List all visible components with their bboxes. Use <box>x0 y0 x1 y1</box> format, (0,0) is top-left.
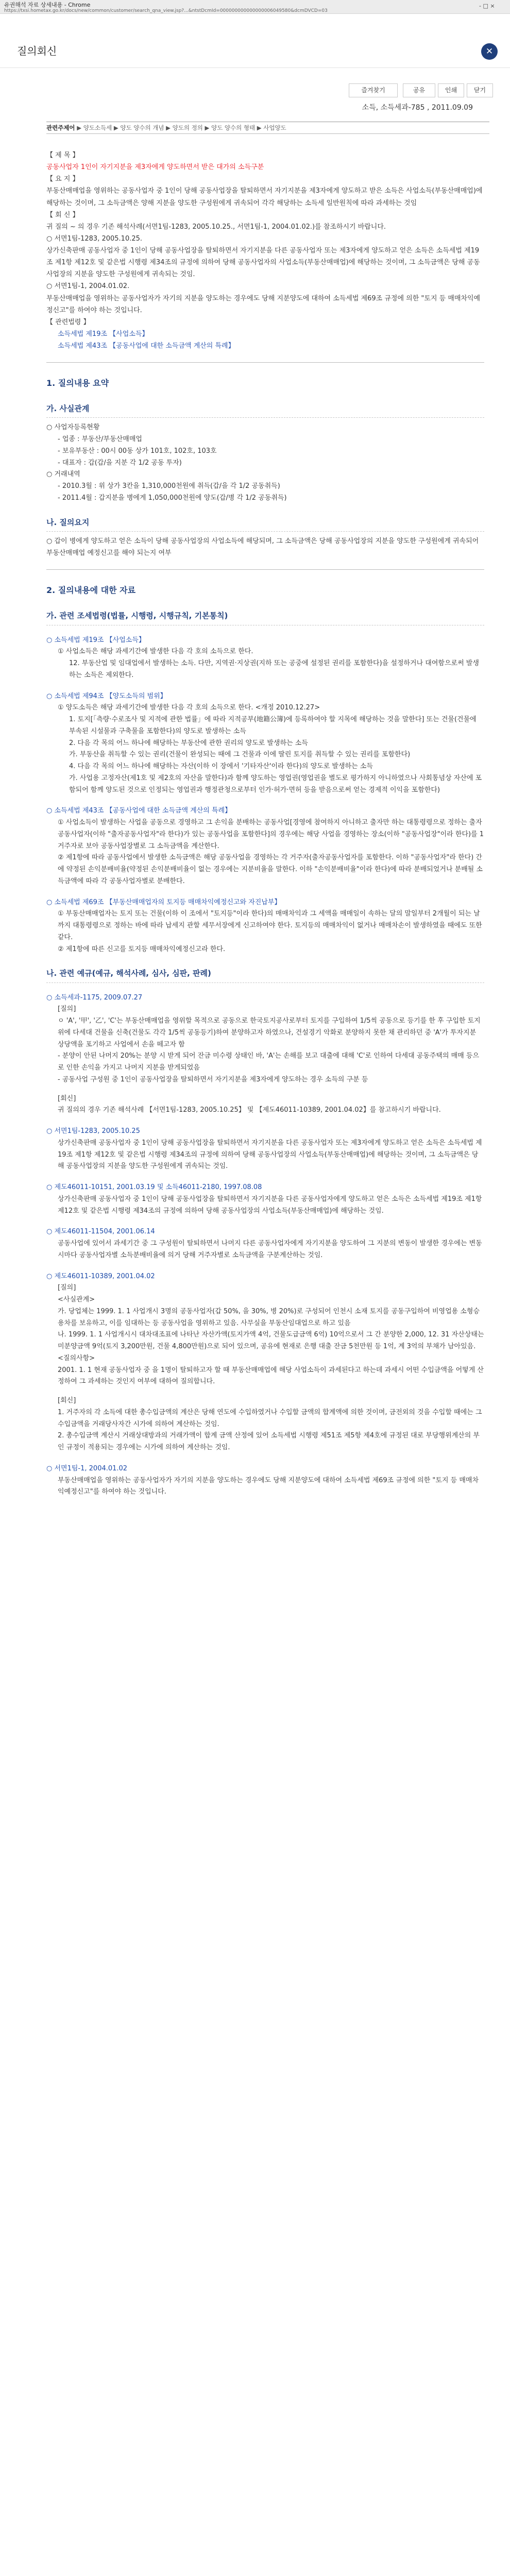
reply-ref2-body: 부동산매매업을 영위하는 공동사업자가 자기의 지분을 양도하는 경우에도 당해 지분양도에 대하여 소득세법 제69조 규정에 의한 "토지 등 매매차익예정신고"를 하여야 하는 것입니다. <box>46 294 481 314</box>
ruling-label: <질의사항> <box>58 1354 95 1362</box>
ruling-para: 가. 당업체는 1999. 1. 1 사업개시 3명의 공동사업자(갑 50%, 을 30%, 병 20%)로 구성되어 인천시 소재 토지를 공동구입하여 비영업용 소형승용차를 보유하고, 이를 임대하는 등 공동사업을 영위하고 있음. 사무실을 부동산임대업으로 하고 있음 <box>58 1307 480 1327</box>
laws-title: 가. 관련 조세법령(법률, 시행령, 시행규칙, 기본통칙) <box>46 609 484 625</box>
ruling-label: [회신] <box>58 1397 76 1405</box>
facts-item: - 보유부동산 : 00시 00동 상가 101호, 102호, 103호 <box>58 447 217 455</box>
subject-text: 공동사업자 1인이 자기지분을 제3자에게 양도하면서 받은 대가의 소득구분 <box>46 163 264 172</box>
ruling-para: 나. 1999. 1. 1 사업개시시 대차대조표에 나타난 자산가액(토지가액 4억, 건물도급금액 6억) 10억으로서 그 간 분양한 2,000, 12. 31 자산상태는 미분양금액 9억(토지 3,200만원, 건물 4,800만원)으로 되어 있으며, 공유에 현재로 은행 대출 잔금 5천만원 등 1억, 계 3억의 부채가 남아있음. <box>58 1331 484 1351</box>
facts-item: - 2010.3월 : 위 상가 3칸을 1,310,000천원에 취득(갑/을 각 1/2 공동취득) <box>58 482 280 490</box>
ruling-link[interactable]: ○ 제도46011-10151, 2001.03.19 및 소득46011-2180, 1997.08.08 <box>46 1183 262 1192</box>
ruling-para: 귀 질의의 경우 기존 해석사례 【서면1팀-1283, 2005.10.25】 및 【제도46011-10389, 2001.04.02】를 참고하시기 바랍니다. <box>58 1106 441 1114</box>
law-para: 2. 다음 각 목의 어느 하나에 해당하는 부동산에 관한 권리의 양도로 발생하는 소득 <box>69 739 308 747</box>
ruling-label: <사실관계> <box>58 1296 95 1304</box>
law-para: ② 제1항에 따라 공동사업에서 발생한 소득금액은 해당 공동사업을 경영하는 각 거주자(출자공동사업자를 포함한다. 이하 "공동사업자"라 한다) 간에 약정된 손익분배비율(약정된 손익분배비율이 없는 경우에는 지분비율을 말한다. 이하 "손익분배비율"이라 한다)에 따라 분배되었거나 분배될 소득금액에 따라 각 공동사업자별로 분배한다. <box>58 854 483 885</box>
ruling-link[interactable]: ○ 서면1팀-1, 2004.01.02 <box>46 1464 128 1472</box>
summary-block <box>46 149 484 352</box>
law-link-19[interactable]: 소득세법 제19조 【사업소득】 <box>58 330 149 338</box>
law-para: ② 제1항에 따른 신고를 토지등 매매차익예정신고라 한다. <box>58 945 226 953</box>
ruling-para: 상가신축판매 공동사업자 중 1인이 당해 공동사업장을 탈퇴하면서 자기지분을 다른 공동사업자에게 양도하고 얻은 소득은 소득세법 제19조 제1항 제12호 및 같은법 시행령 제34조의 규정에 의하여 당해 공동사업장의 사업소득(부동산매매업)에 해당하는 것임. <box>58 1195 482 1215</box>
page-header <box>0 36 510 68</box>
law-link-43[interactable]: ○ 소득세법 제43조 【공동사업에 대한 소득금액 계산의 특례】 <box>46 807 232 815</box>
law-para: 4. 다음 각 목의 어느 하나에 해당하는 자산(이하 이 장에서 '기타자산'이라 한다)의 양도로 발생하는 소득 <box>69 762 373 771</box>
gist-heading: 【 요 지 】 <box>46 175 79 183</box>
reply-text: 귀 질의 ~ 의 경우 기존 해석사례(서면1팀-1283, 2005.10.25., 서면1팀-1, 2004.01.02.)를 참조하시기 바랍니다. <box>46 223 386 231</box>
law-para: ① 부동산매매업자는 토지 또는 건물(이하 이 조에서 "토지등"이라 한다)의 매매차익과 그 세액을 매매일이 속하는 달의 말일부터 2개월이 되는 날까지 대통령령으로 정하는 바에 따라 납세지 관할 세무서장에게 신고하여야 한다. 토지등의 매매차익이 없거나 매매차손이 발생하였을 때에도 또한 같다. <box>58 910 482 941</box>
facts-item: ○ 거래내역 <box>46 470 80 479</box>
law-para: ① 양도소득은 해당 과세기간에 발생한 다음 각 호의 소득으로 한다. <개정 2010.12.27> <box>58 704 320 712</box>
browser-titlebar <box>0 0 510 14</box>
reply-ref1-title: ○ 서면1팀-1283, 2005.10.25. <box>46 234 143 243</box>
browser-title: 유권해석 자료 상세내용 - Chrome <box>4 2 91 8</box>
ruling-para: 부동산매매업을 영위하는 공동사업자가 자기의 지분을 양도하는 경우에도 당해 지분양도에 대하여 소득세법 제69조 규정에 의한 "토지 등 매매차익예정신고"를 하여야 하는 것입니다. <box>58 1476 479 1496</box>
breadcrumb-label: 관련주제어 <box>46 124 75 131</box>
law-link-69[interactable]: ○ 소득세법 제69조 【부동산매매업자의 토지등 매매차익예정신고와 자진납부】 <box>46 898 281 906</box>
law-para: ① 사업소득은 해당 과세기간에 발생한 다음 각 호의 소득으로 한다. <box>58 648 253 656</box>
divider <box>46 569 484 570</box>
divider <box>46 362 484 363</box>
question-title: 나. 질의요지 <box>46 516 484 532</box>
law-link-94[interactable]: ○ 소득세법 제94조 【양도소득의 범위】 <box>46 692 167 700</box>
close-button[interactable]: 닫기 <box>467 83 493 97</box>
facts-title: 가. 사실관계 <box>46 402 484 418</box>
facts-item: - 2011.4월 : 갑지분을 병에게 1,050,000천원에 양도(갑/병 각 1/2 공동취득) <box>58 494 287 502</box>
ruling-para: 1. 거주자의 각 소득에 대한 총수입금액의 계산은 당해 연도에 수입하였거나 수입할 금액의 합계액에 의한 것이며, 금전외의 것을 수입할 때에는 그 수입금액을 거래당사자간 시가에 의하여 계산하는 것임. <box>58 1408 482 1428</box>
print-button[interactable]: 인쇄 <box>438 83 464 97</box>
law-link-19[interactable]: ○ 소득세법 제19조 【사업소득】 <box>46 636 145 644</box>
browser-url[interactable]: https://txsi.hometax.go.kr/docs/new/common/customer/search_qna_view.jsp?...&ntstDcmId=000000000000000006049580&dcmDVCD=03 <box>4 8 328 13</box>
facts-list <box>46 422 484 504</box>
ruling-label: [질의] <box>58 1284 76 1292</box>
law-para: 12. 부동산업 및 임대업에서 발생하는 소득. 다만, 지역권·지상권(지하 또는 공중에 설정된 권리를 포함한다)을 설정하거나 대여함으로써 발생하는 소득은 제외한다. <box>69 659 479 679</box>
reply-heading: 【 회 신 】 <box>46 211 79 219</box>
ruling-para: 공동사업에 있어서 과세기간 중 그 구성원이 탈퇴하면서 나머지 다른 공동사업자에게 자기지분을 양도하여 그 지분의 변동이 발생한 경우에는 변동시마다 공동사업자별 소득분배비율에 의거 당해 거주자별로 소득금액을 구분계산하는 것임. <box>58 1240 482 1259</box>
ruling-para: - 공동사업 구성원 중 1인이 공동사업장을 탈퇴하면서 자기지분을 제3자에게 양도하는 경우 소득의 구분 등 <box>58 1075 368 1083</box>
reply-ref1-body: 상가신축판매 공동사업자 중 1인이 당해 공동사업장을 탈퇴하면서 자기지분을 다른 공동사업자 또는 제3자에게 양도하고 얻은 소득은 소득세법 제19조 제1항 제12호 및 같은법 시행령 제34조의 규정에 의하여 당해 공동사업자의 사업소득(부동산매매업)에 해당하는 것이며, 그 소득금액은 당해 공동사업장의 지분을 양도한 구성원에게 귀속되는 것임. <box>46 247 480 279</box>
gist-text: 부동산매매업을 영위하는 공동사업자 중 1인이 당해 공동사업장을 탈퇴하면서 자기지분을 제3자에게 양도하고 받은 소득은 사업소득(부동산매매업)에 해당하는 것이며, 그 소득금액은 양해 지분을 양도한 구성원에게 귀속되어 각각 해당하는 소득세 일반원칙에 따라 과세하는 것임 <box>46 187 483 207</box>
breadcrumb <box>46 122 489 134</box>
law-para: 가. 사업용 고정자산(제1호 및 제2호의 자산을 말한다)과 함께 양도하는 영업권(영업권을 별도로 평가하지 아니하였으나 사회통념상 자산에 포함되어 함께 양도된 것으로 인정되는 영업권과 행정관청으로부터 인가·허가·면허 등을 받음으로써 얻는 경제적 이익을 포함한다) <box>69 774 482 794</box>
ruling-label: [질의] <box>58 1005 76 1013</box>
favorites-button[interactable]: 즐겨찾기 <box>349 83 398 97</box>
subject-heading: 【 제 목 】 <box>46 151 79 159</box>
share-button[interactable]: 공유 <box>403 83 435 97</box>
ruling-link[interactable]: ○ 제도46011-11504, 2001.06.14 <box>46 1228 155 1236</box>
window-controls[interactable]: - □ × <box>479 3 495 9</box>
document-number: 소득, 소득세과-785 , 2011.09.09 <box>362 104 473 112</box>
facts-item: - 대표자 : 갑(갑/을 지분 각 1/2 공동 투자) <box>58 459 182 467</box>
ruling-para: 상가신축판매 공동사업자 중 1인이 당해 공동사업장을 탈퇴하면서 자기지분을 다른 공동사업자 또는 제3자에게 양도하고 얻은 소득은 소득세법 제19조 제1항 제12호 및 같은법 시행령 제34조의 규정에 의하여 당해 공동사업장의 사업소득(부동산매매업)에 해당하는 것이며, 그 소득금액은 당해 공동사업장의 지분을 양도한 구성원에게 귀속되는 것임. <box>58 1139 482 1171</box>
facts-item: ○ 사업자등록현황 <box>46 423 100 432</box>
page-title: 질의회신 <box>17 45 57 57</box>
question-body: ○ 갑이 병에게 양도하고 얻은 소득이 당해 공동사업장의 사업소득에 해당되며, 그 소득금액은 당해 공동사업장의 지분을 양도한 구성원에게 귀속되어 부동산매매업 예정신고를 해야 되는지 여부 <box>46 537 479 557</box>
ruling-link[interactable]: ○ 소득세과-1175, 2009.07.27 <box>46 993 143 1002</box>
law-para: ① 사업소득이 발생하는 사업을 공동으로 경영하고 그 손익을 분배하는 공동사업[경영에 참여하지 아니하고 출자만 하는 대통령령으로 정하는 출자공동사업자(이하 "출자공동사업자"라 한다)가 있는 공동사업을 포함한다]의 경우에는 해당 사업을 경영하는 장소(이하 "공동사업장"이라 한다)를 1거주자로 보아 공동사업장별로 그 소득금액을 계산한다. <box>58 819 484 850</box>
law-para: 1. 토지[「측량·수로조사 및 지적에 관한 법률」에 따라 지적공부(地籍公簿)에 등록하여야 할 지목에 해당하는 것을 말한다] 또는 건물(건물에 부속된 시설물과 구축물을 포함한다)의 양도로 발생하는 소득 <box>69 716 477 735</box>
ruling-para: - 분양이 안된 나머지 20%는 분양 시 받게 되어 잔금 미수령 상태인 바, 'A'는 손해를 보고 대출에 대해 'C'로 인하여 다세대 공동주택의 매매 등으로 인한 손익을 가지고 나머지 지분을 받게되었음 <box>58 1052 480 1072</box>
ruling-para: 2001. 1. 1 현재 공동사업자 중 을 1명이 탈퇴하고자 할 때 부동산매매업에 해당 사업소득이 과세된다고 하는데 과세시 어떤 수입금액을 어떻게 산정하여 그 과세하는 것인지 여부에 대하여 질의합니다. <box>58 1366 484 1386</box>
laws-heading: 【 관련법령 】 <box>46 318 90 326</box>
rulings-title: 나. 관련 예규(예규, 해석사례, 심사, 심판, 판례) <box>46 967 484 982</box>
law-link-43[interactable]: 소득세법 제43조 【공동사업에 대한 소득금액 계산의 특례】 <box>58 342 235 350</box>
close-icon[interactable]: ✕ <box>481 43 498 60</box>
ruling-link[interactable]: ○ 제도46011-10389, 2001.04.02 <box>46 1272 155 1280</box>
law-para: 가. 부동산을 취득할 수 있는 권리(건물이 완성되는 때에 그 건물과 이에 딸린 토지를 취득할 수 있는 권리를 포함한다) <box>69 751 411 759</box>
ruling-label: [회신] <box>58 1094 76 1103</box>
reply-ref2-title: ○ 서면1팀-1, 2004.01.02. <box>46 282 130 291</box>
section2-title: 2. 질의내용에 대한 자료 <box>46 585 136 596</box>
facts-item: - 업종 : 부동산/부동산매매업 <box>58 435 142 444</box>
document-body <box>46 149 484 1498</box>
section1-title: 1. 질의내용 요약 <box>46 378 109 388</box>
ruling-link[interactable]: ○ 서면1팀-1283, 2005.10.25 <box>46 1127 140 1136</box>
ruling-para: 2. 총수입금액 계산시 거래상대방과의 거래가액이 합계 금액 산정에 있어 소득세법 시행령 제51조 제5항 제4호에 규정된 대로 부당행위계산의 부인 규정이 적용되는 경우에는 시가에 의하여 계산하는 것임. <box>58 1432 480 1452</box>
breadcrumb-path[interactable]: ▶ 양도소득세 ▶ 양도 양수의 개념 ▶ 양도의 정의 ▶ 양도 양수의 형태 ▶ 사업양도 <box>77 124 286 131</box>
ruling-para: ㅇ 'A', '甲', '乙', 'C'는 부동산매매업을 영위할 목적으로 공동으로 한국토지공사로부터 토지를 구입하여 1/5씩 공동으로 등기를 한 후 구입한 토지위에 다세대 건물을 신축(건물도 각각 1/5씩 공동등기)하여 분양하고자 하였으나, 건설경기 악화로 분양하지 못한 채 관리하던 중 'A'가 투자지분 상당액을 포기하고 사업에서 손을 떼고자 함 <box>58 1017 481 1048</box>
